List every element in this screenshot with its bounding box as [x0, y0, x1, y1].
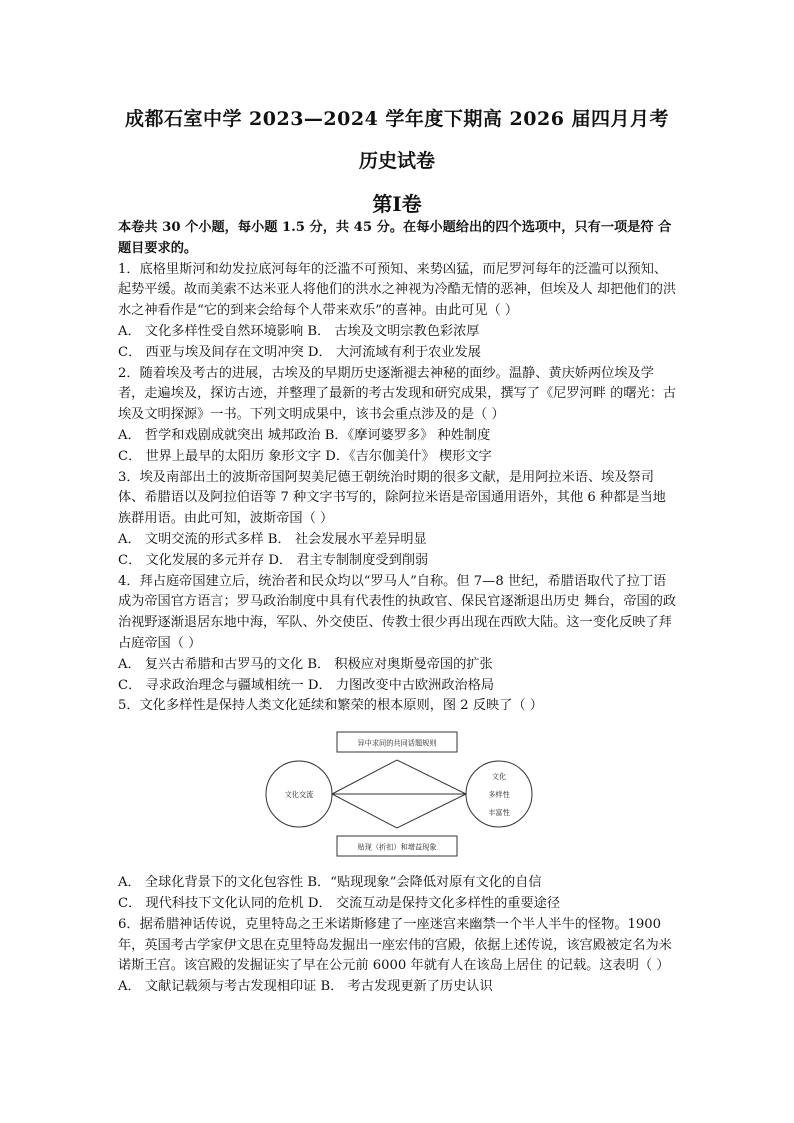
question-2-options-ab: A． 哲学和戏剧成就突出 城邦政治 B．《摩诃婆罗多》 种姓制度	[118, 427, 491, 443]
figure-2-diagram	[118, 726, 678, 866]
exam-content	[118, 218, 678, 998]
question-3-options-cd: C． 文化发展的多元并存 D． 君主专制制度受到削弱	[118, 552, 429, 568]
question-4-stem: 4．拜占庭帝国建立后，统治者和民众均以“罗马人”自称。但 7—8 世纪，希腊语取代了拉丁语成为帝国官方语言；罗马政治制度中具有代表性的执政官、保民官逐渐退出历史 舞台，帝国的政治视野逐渐退居东地中海，军队、外交使臣、传教士很少再出现在西欧大陆。这一变化反映了拜占庭帝国（ ）	[118, 573, 677, 651]
instructions: 本卷共 30 个小题，每小题 1.5 分，共 45 分。在每小题给出的四个选项中，只有一项是符 合题目要求的。	[118, 220, 672, 256]
question-5-options-cd: C． 现代科技下文化认同的危机 D． 交流互动是保持文化多样性的重要途径	[118, 895, 561, 911]
top-box-text: 异中求同的共同话题规则	[357, 738, 437, 748]
question-4-options-ab: A． 复兴古希腊和古罗马的文化 B． 积极应对奥斯曼帝国的扩张	[118, 656, 493, 672]
left-circle-text: 文化交流	[284, 790, 314, 800]
question-3-options-ab: A． 文明交流的形式多样 B． 社会发展水平差异明显	[118, 531, 427, 547]
right-circle-text-2: 多样性	[488, 790, 510, 800]
subject-title: 历史试卷	[358, 150, 435, 172]
question-1-options-cd: C． 西亚与埃及间存在文明冲突 D． 大河流域有利于农业发展	[118, 344, 481, 360]
question-4-options-cd: C． 寻求政治理念与疆域相统一 D． 力图改变中古欧洲政治格局	[118, 677, 495, 693]
question-6-stem: 6．据希腊神话传说，克里特岛之王米诺斯修建了一座迷宫来幽禁一个半人半牛的怪物。1900 年，英国考古学家伊文思在克里特岛发掘出一座宏伟的宫殿，依据上述传说，该宫殿被定名为米诺斯王宫。该宫殿的发掘证实了早在公元前 6000 年就有人在该岛上居住 的记载。这表明（ ）	[118, 916, 672, 974]
right-circle-text-1: 文化	[491, 772, 507, 782]
question-1-stem: 1．底格里斯河和幼发拉底河每年的泛滥不可预知、来势凶猛，而尼罗河每年的泛滥可以预知、起势平缓。故而美索不达米亚人将他们的洪水之神视为冷酷无情的恶神，但埃及人 却把他们的洪水之神看作是“它的到来会给每个人带来欢乐”的喜神。由此可见（ ）	[118, 261, 677, 319]
question-2-options-cd: C． 世界上最早的太阳历 象形文字 D．《吉尔伽美什》 楔形文字	[118, 448, 492, 464]
question-3-stem: 3．埃及南部出土的波斯帝国阿契美尼德王朝统治时期的很多文献，是用阿拉米语、埃及祭司体、希腊语以及阿拉伯语等 7 种文字书写的，除阿拉米语是帝国通用语外，其他 6 种都是当地族群用语。由此可知，波斯帝国（ ）	[118, 469, 666, 527]
question-2-stem: 2．随着埃及考古的进展，古埃及的早期历史逐渐褪去神秘的面纱。温静、黄庆娇两位埃及学者，走遍埃及，探访古迹，并整理了最新的考古发现和研究成果，撰写了《尼罗河畔 的曙光：古埃及文明探源》一书。下列文明成果中，该书会重点涉及的是（ ）	[118, 365, 677, 423]
diagram-svg	[118, 726, 678, 866]
volume-title: 第Ⅰ卷	[372, 192, 422, 216]
question-6-options-ab: A． 文献记载须与考古发现相印证 B． 考古发现更新了历史认识	[118, 979, 493, 995]
question-5-options-ab: A． 全球化背景下的文化包容性 B．“贴现现象”会降低对原有文化的自信	[118, 875, 542, 891]
question-1-options-ab: A． 文化多样性受自然环境影响 B． 古埃及文明宗教色彩浓厚	[118, 323, 480, 339]
exam-title: 成都石室中学 2023—2024 学年度下期高 2026 届四月月考	[124, 108, 670, 130]
right-circle-text-3: 丰富性	[488, 808, 510, 818]
bottom-box-text: 贴现（折扣）和增益现象	[357, 842, 437, 852]
question-5-stem: 5．文化多样性是保持人类文化延续和繁荣的根本原则，图 2 反映了（ ）	[118, 698, 543, 714]
